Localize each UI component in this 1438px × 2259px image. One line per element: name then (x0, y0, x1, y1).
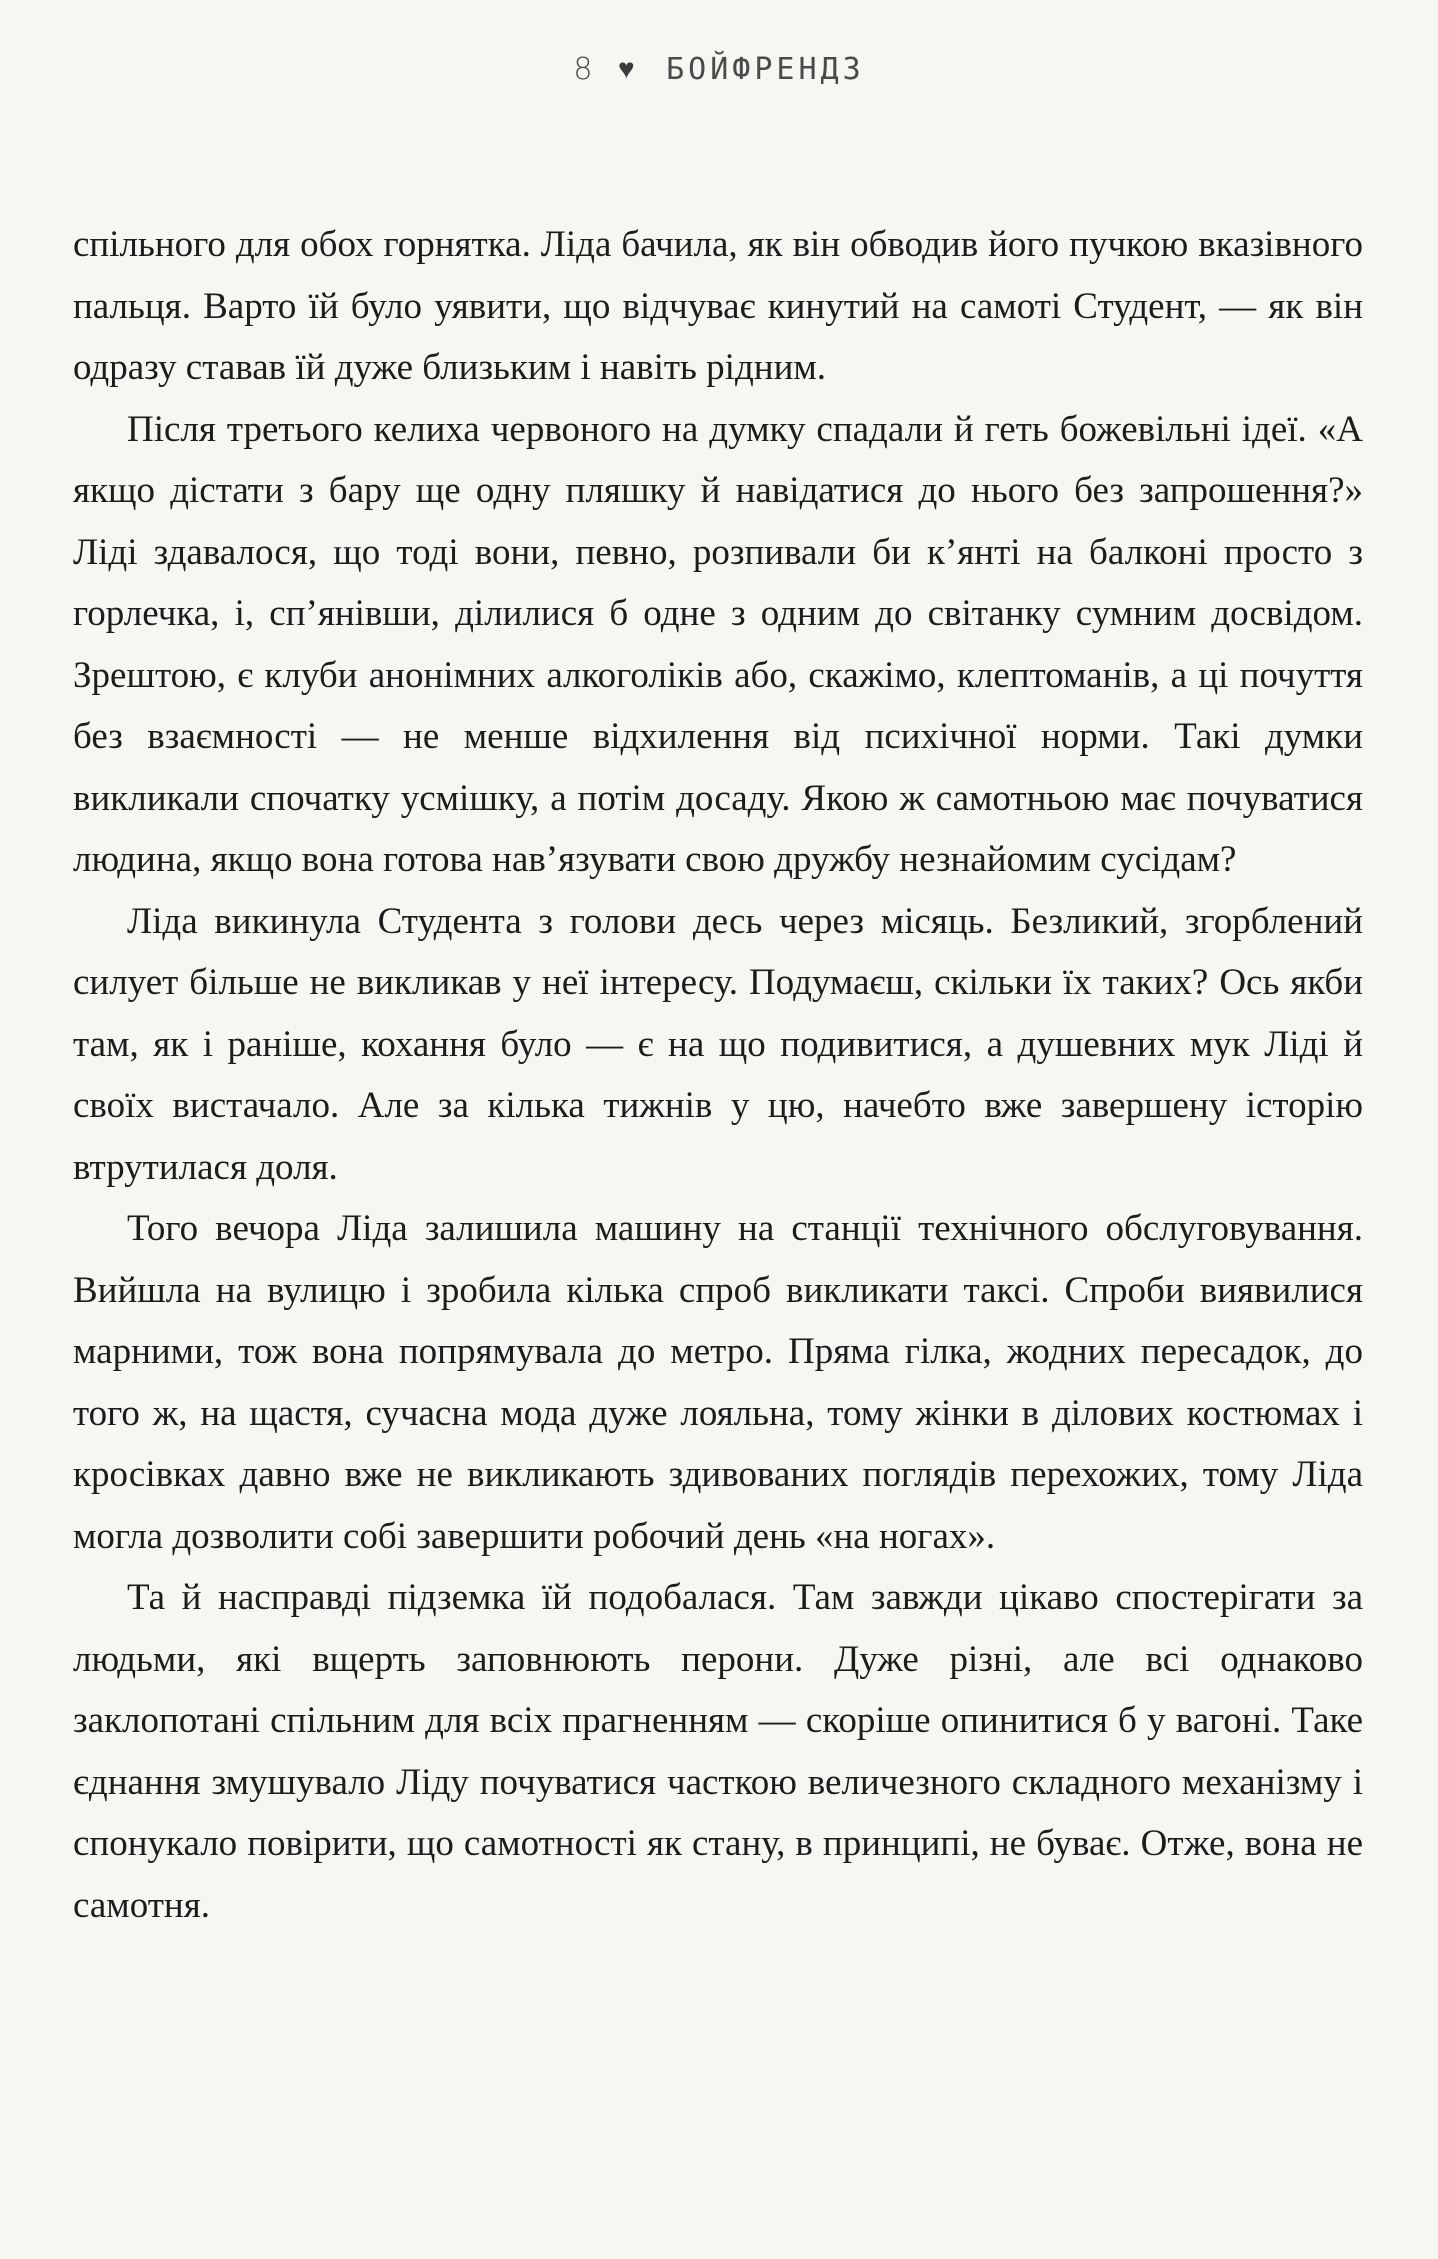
paragraph-continuation: спільного для обох горнятка. Ліда бачила, як він обводив його пучкою вказівного пальця. Варто їй було уявити, що відчуває кинутий на самоті Студент, — як він одразу ставав їй дуже близьким і навіть рідним. (73, 224, 1363, 388)
paragraph: Того вечора Ліда залишила машину на станції технічного обслуговування. Вийшла на вулицю і зробила кілька спроб викликати таксі. Спроби виявилися марними, тож вона попрямувала до метро. Пряма гілка, жодних пересадок, до того ж, на щастя, сучасна мода дуже лояльна, тому жінки в ділових костюмах і кросівках давно вже не викликають здивованих поглядів перехожих, тому Ліда могла дозволити собі завершити робочий день «на ногах». (73, 1208, 1363, 1557)
paragraph: Після третього келиха червоного на думку спадали й геть божевільні ідеї. «А якщо дістати з бару ще одну пляшку й навідатися до нього без запрошення?» Ліді здавалося, що тоді вони, певно, розпивали би к’янті на балконі просто з горлечка, і, сп’янівши, ділилися б одне з одним до світанку сумним досвідом. Зрештою, є клуби анонімних алкоголіків або, скажімо, клептоманів, а ці почуття без взаємності — не менше відхилення від психічної норми. Такі думки викликали спочатку усмішку, а потім досаду. Якою ж самотньою має почуватися людина, якщо вона готова нав’язувати свою дружбу незнайомим сусідам? (73, 408, 1363, 880)
paragraph: Ліда викинула Студента з голови десь через місяць. Безликий, згорблений силует більше не викликав у неї інтересу. Подумаєш, скільки їх таких? Ось якби там, як і раніше, кохання було — є на що подивитися, а душевних мук Ліді й своїх вистачало. Але за кілька тижнів у цю, начебто вже завершену історію втрутилася доля. (73, 900, 1363, 1188)
body-text (73, 214, 1363, 1936)
page-number: 8 (573, 52, 596, 87)
paragraph: Та й насправді підземка їй подобалася. Там завжди цікаво спостерігати за людьми, які вщерть заповнюють перони. Дуже різні, але всі однаково заклопотані спільним для всіх прагненням — скоріше опинитися б у вагоні. Таке єднання змушувало Ліду почуватися часткою величезного складного механізму і спонукало повірити, що самотності як стану, в принципі, не буває. Отже, вона не самотня. (73, 1577, 1363, 1926)
heart-icon: ♥ (617, 52, 638, 85)
running-header (0, 52, 1438, 87)
running-title: БОЙФРЕНДЗ (666, 52, 865, 87)
